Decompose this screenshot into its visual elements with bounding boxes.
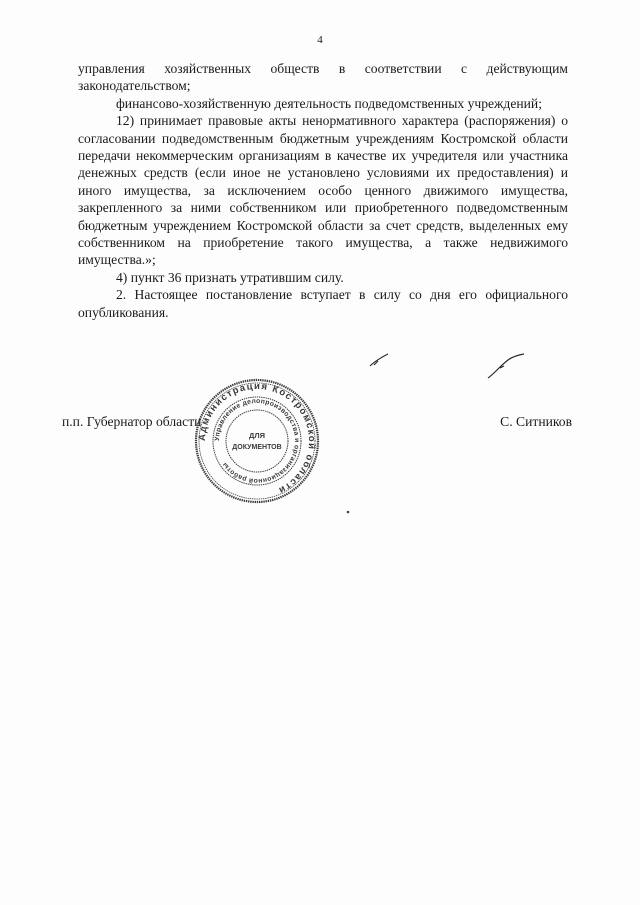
paragraph-item-4: 4) пункт 36 признать утратившим силу. <box>116 269 344 285</box>
seal-center-line1: ДЛЯ <box>249 431 265 440</box>
handwritten-mark <box>368 352 392 368</box>
paragraph-continuation: управления хозяйственных обществ в соответствии с действующим законодательством; <box>78 61 568 94</box>
signatory-name: С. Ситников <box>500 414 572 429</box>
page-number: 4 <box>317 34 323 46</box>
paragraph-item-12: 12) принимает правовые акты ненормативного характера (распоряжения) о согласовании подведомственным бюджетным учреждениям Костромской области передачи некоммерческим организациям в качестве их учредителя или участника денежных средств (если иное не установлено условиями их предоставления) и иного имущества, за исключением особо ценного движимого имущества, закрепленного за ними собственником или приобретенного подведомственным бюджетным учреждением Костромской области за счет средств, выделенных ему собственником на приобретение такого имущества, а также недвижимого имущества.»; <box>78 113 568 268</box>
signature-mark <box>486 352 526 382</box>
paragraph-financial-activity: финансово-хозяйственную деятельность подведомственных учреждений; <box>116 95 542 111</box>
seal-inner-text: Управление делопроизводства и организационной работы <box>213 397 301 485</box>
seal-center-line2: ДОКУМЕНТОВ <box>232 444 282 451</box>
seal-outer-text: Администрация Костромской области <box>196 380 318 497</box>
document-body <box>78 60 568 321</box>
ink-dot <box>345 509 351 515</box>
signatory-title: п.п. Губернатор области <box>62 414 202 429</box>
official-seal <box>192 376 322 506</box>
paragraph-effective-date: 2. Настоящее постановление вступает в силу со дня его официального опубликования. <box>78 287 568 320</box>
